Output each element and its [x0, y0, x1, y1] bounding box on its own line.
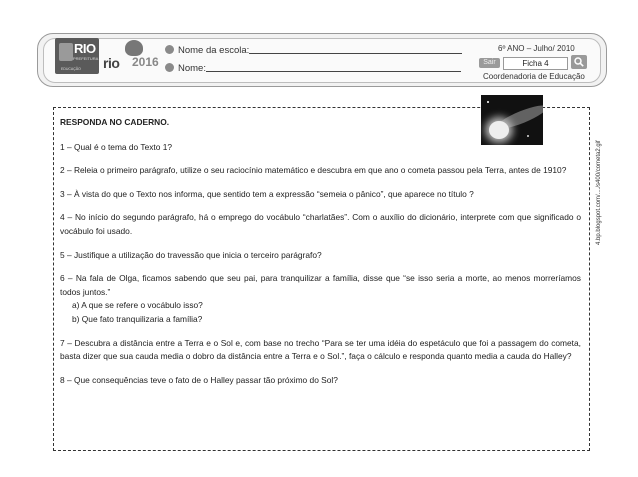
bullet-icon: [165, 63, 174, 72]
prefeitura-rio-logo: [55, 38, 99, 74]
bullet-icon: [165, 45, 174, 54]
rio2016-logo: [102, 40, 160, 74]
logo-educacao-text: EDUCAÇÃO: [61, 67, 81, 71]
rio2016-text: rio: [103, 55, 120, 71]
logo-prefeitura-text: PREFEITURA: [73, 56, 99, 61]
school-name-blank: [249, 44, 462, 54]
student-name-field: [165, 62, 461, 74]
student-name-label: Nome:: [178, 63, 206, 74]
star-dot: [487, 101, 489, 103]
question-6-item-a: a) A que se refere o vocábulo isso?: [72, 300, 203, 311]
school-name-label: Nome da escola:: [178, 45, 250, 56]
rio2016-emblem-icon: [125, 40, 143, 56]
exit-button[interactable]: Sair: [479, 58, 500, 68]
question-6-item-b: b) Que fato tranquilizaria a família?: [72, 313, 203, 324]
department-label: Coordenadoria de Educação: [483, 72, 585, 81]
question-5: 5 – Justifique a utilização do travessão que inicia o terceiro parágrafo?: [60, 249, 322, 260]
questions-text: [60, 116, 581, 397]
question-8: 8 – Que consequências teve o fato de o Halley passar tão próximo do Sol?: [60, 374, 338, 385]
city-emblem-icon: [59, 43, 73, 61]
grade-date: 6º ANO – Julho/ 2010: [498, 44, 575, 53]
question-2: 2 – Releia o primeiro parágrafo, utilize o seu raciocínio matemático e descubra em que ano o cometa passou pela Terra, antes de 1910?: [60, 165, 567, 176]
logo-area: [55, 38, 160, 75]
student-name-blank: [206, 62, 461, 72]
question-4: 4 – No início do segundo parágrafo, há o emprego do vocábulo “charlatães”. Com o auxílio do dicionário, interprete com que significado o vocábulo foi usado.: [60, 212, 581, 236]
sheet-number: Ficha 4: [503, 57, 568, 70]
question-7: 7 – Descubra a distância entre a Terra e o Sol e, com base no trecho “Para se ter uma idéia do espetáculo que foi a passagem do cometa, basta dizer que sua cauda media o dobro da distância entre a Terra e o Sol.”, faça o cálculo e responda quanto media a cauda do Halley?: [60, 337, 581, 362]
image-credit: 4.bp.blogspot.com/..../s400/cometa2.gif: [596, 140, 602, 245]
instruction-title: RESPONDA NO CADERNO.: [60, 117, 170, 127]
logo-rio-text: RIO: [74, 41, 96, 56]
question-3: 3 – À vista do que o Texto nos informa, que sentido tem a expressão “semeia o pânico”, que aparece no título ?: [60, 188, 474, 199]
question-1: 1 – Qual é o tema do Texto 1?: [60, 141, 173, 152]
question-6: 6 – Na fala de Olga, ficamos sabendo que seu pai, para tranquilizar a família, disse que “se isso seria a morte, ao menos morreríamos todos juntos.”: [60, 273, 581, 297]
school-name-field: [165, 44, 462, 56]
rio2016-year: 2016: [132, 55, 159, 69]
search-icon[interactable]: [571, 55, 587, 69]
